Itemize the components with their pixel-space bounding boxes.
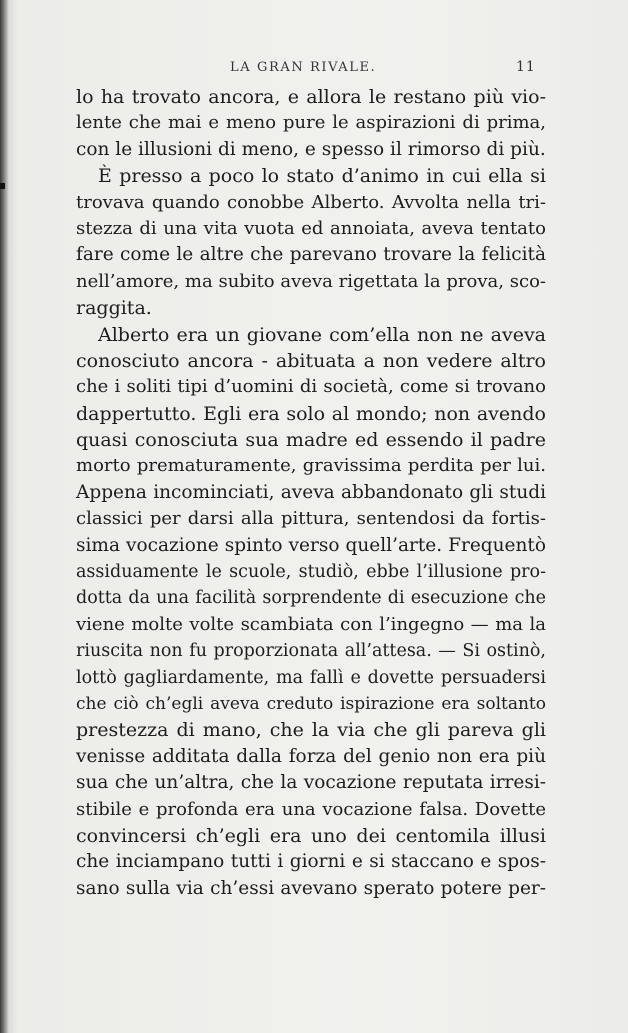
- text-line: trovava quando conobbe Alberto. Avvolta nella tri-: [76, 191, 546, 213]
- text-line: sua che un’altra, che la vocazione reputata irresi-: [76, 772, 546, 794]
- running-title: LA GRAN RIVALE.: [230, 60, 377, 75]
- text-line: viene molte volte scambiata con l’ingegno — ma la: [76, 613, 546, 635]
- page-header: [0, 60, 628, 84]
- text-line: Alberto era un giovane com’ella non ne aveva: [98, 323, 546, 346]
- binding-edge-mark: [0, 183, 5, 189]
- page-number: 11: [516, 59, 536, 75]
- text-line: stezza di una vita vuota ed annoiata, aveva tentato: [76, 217, 546, 239]
- text-line: quasi conosciuta sua madre ed essendo il padre: [76, 429, 546, 452]
- text-line: venisse additata dalla forza del genio non era più: [76, 745, 546, 767]
- text-line: assiduamente le scuole, studiò, ebbe l’illusione pro-: [76, 562, 546, 583]
- text-line: lente che mai e meno pure le aspirazioni di prima,: [76, 112, 546, 134]
- text-line: dotta da una facilità sorprendente di esecuzione che: [76, 588, 546, 609]
- text-line: fare come le altre che parevano trovare la felicità: [76, 244, 546, 266]
- text-line: morto prematuramente, gravissima perdita per lui.: [76, 455, 546, 477]
- text-line: prestezza di mano, che la via che gli pareva gli: [76, 719, 546, 742]
- body-text: [76, 84, 546, 902]
- text-line: che inciampano tutti i giorni e si staccano e spos-: [76, 851, 546, 873]
- text-line: classici per darsi alla pittura, sentendosi da fortis-: [76, 508, 546, 530]
- text-line: lo ha trovato ancora, e allora le restano più vio-: [76, 86, 546, 108]
- text-line: che i soliti tipi d’uomini di società, come si trovano: [76, 376, 546, 398]
- text-line: stibile e profonda era una vocazione falsa. Dovette: [76, 798, 546, 820]
- text-line: raggita.: [76, 297, 152, 320]
- text-line: sano sulla via ch’essi avevano sperato potere per-: [76, 877, 546, 899]
- text-line: riuscita non fu proporzionata all’attesa. — Si ostinò,: [76, 641, 546, 662]
- text-line: sima vocazione spinto verso quell’arte. Frequentò: [76, 534, 546, 556]
- text-line: È presso a poco lo stato d’animo in cui ella si: [98, 165, 546, 188]
- text-line: Appena incominciati, aveva abbandonato gli studi: [76, 481, 546, 503]
- text-line: che ciò ch’egli aveva creduto ispirazione era soltanto: [76, 693, 546, 714]
- text-line: lottò gagliardamente, ma fallì e dovette persuadersi: [76, 667, 546, 688]
- text-line: conosciuto ancora - abituata a non vedere altro: [76, 349, 546, 372]
- text-line: convincersi ch’egli era uno dei centomila illusi: [76, 824, 546, 847]
- text-line: nell’amore, ma subito aveva rigettata la prova, sco-: [76, 270, 546, 292]
- text-line: dappertutto. Egli era solo al mondo; non avendo: [76, 402, 546, 425]
- text-line: con le illusioni di meno, e spesso il rimorso di più.: [76, 138, 546, 160]
